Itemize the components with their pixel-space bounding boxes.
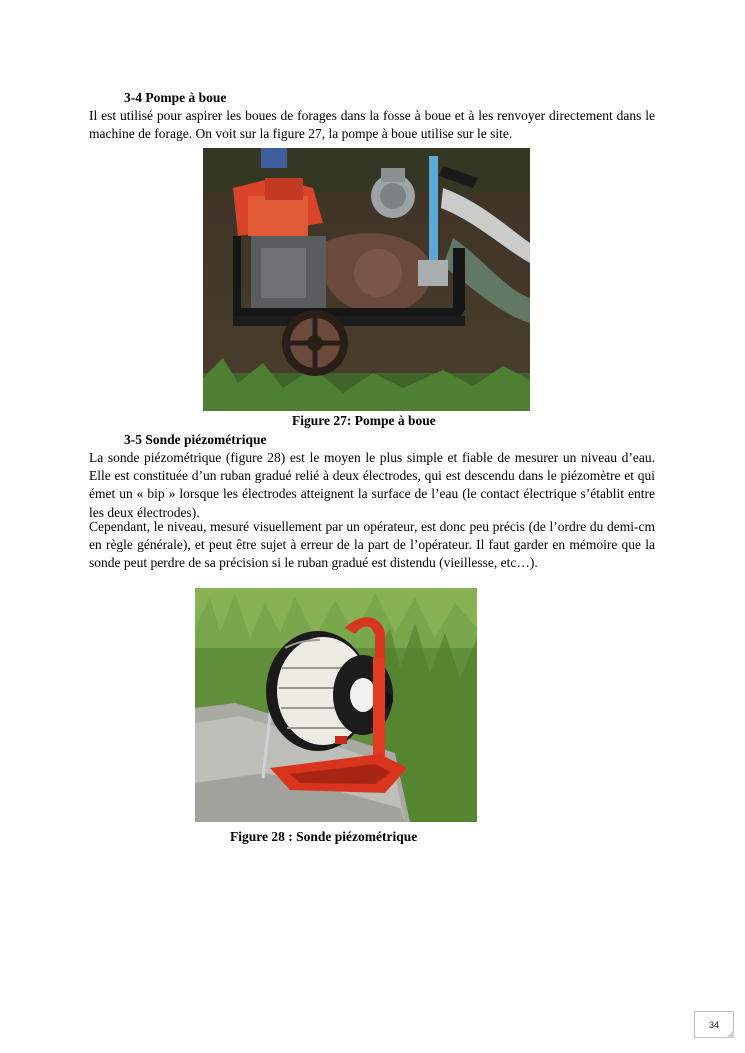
section-heading-pump: 3-4 Pompe à boue: [124, 90, 227, 105]
figure-water-level-probe-photo: [195, 588, 477, 822]
figure-mud-pump-photo: [203, 148, 530, 411]
figure-28-caption: Figure 28 : Sonde piézométrique: [230, 829, 418, 844]
pump-paragraph: Il est utilisé pour aspirer les boues de forages dans la fosse à boue et à les renvoyer directement dans le machine de forage. On voit sur la figure 27, la pompe à boue utilise sur le site.: [89, 108, 655, 142]
probe-paragraph-2: Cependant, le niveau, mesuré visuellement par un opérateur, est donc peu précis (de l’ordre du demi-cm en règle générale), et peut être sujet à erreur de la part de l’opérateur. Il faut garder en mémoire que la sonde peut perdre de sa précision si le ruban gradué est distendu (vieillesse, etc…).: [89, 519, 655, 571]
figure-27-caption: Figure 27: Pompe à boue: [292, 413, 436, 428]
probe-paragraph-1: La sonde piézométrique (figure 28) est le moyen le plus simple et fiable de mesurer un niveau d’eau. Elle est constituée d’un ruban gradué relié à deux électrodes, qui est descendu dans le piézomètre et qui émet un « bip » lorsque les électrodes atteignent la surface de l’eau (le contact électrique s’établit entre les deux électrodes).: [89, 450, 655, 520]
page-number: 34: [694, 1011, 734, 1038]
section-heading-probe: 3-5 Sonde piézométrique: [124, 432, 267, 447]
